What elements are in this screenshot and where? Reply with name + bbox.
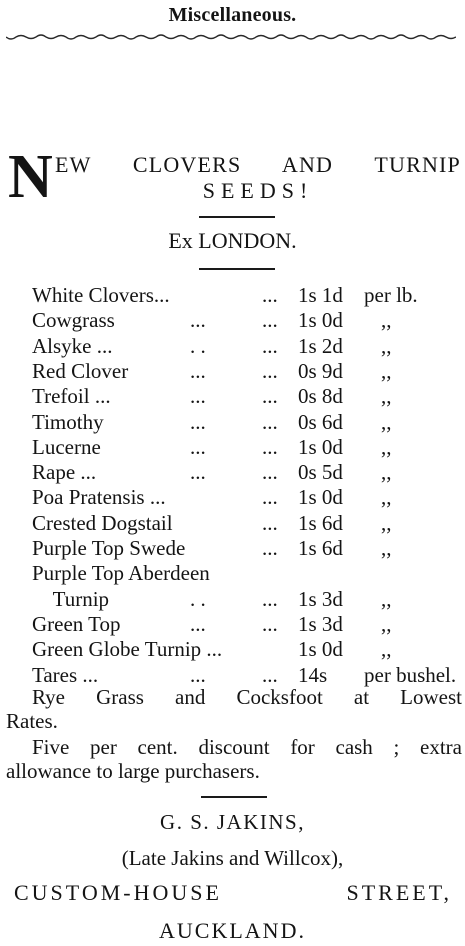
seed-price: 0s 9d [298, 358, 343, 383]
leader-dots: ... [262, 384, 278, 409]
leader-dots: ... [262, 434, 278, 459]
leader-dots: ... [262, 358, 278, 383]
leader-dots: ... [190, 308, 206, 333]
seed-price: 1s 3d [298, 611, 343, 636]
seed-name: Rape ... [32, 460, 97, 485]
seed-name: Green Top [32, 611, 121, 636]
leader-dots: ... [262, 510, 278, 535]
price-row [32, 359, 462, 384]
discount-line: Five per cent. discount for cash ; extra [32, 735, 462, 759]
discount-line-cont: allowance to large purchasers. [6, 759, 260, 783]
seed-price: 0s 6d [298, 409, 343, 434]
rye-grass-line-cont: Rates. [6, 709, 58, 733]
seed-name: Green Globe Turnip ... [32, 637, 223, 662]
ditto-mark: ,, [381, 510, 392, 535]
price-row [32, 511, 462, 536]
seed-price: 1s 0d [298, 485, 343, 510]
seed-price: 1s 0d [298, 637, 343, 662]
merchant-name: G. S. JAKINS, [160, 810, 305, 834]
street-address: CUSTOM-HOUSE STREET, [14, 880, 452, 905]
seed-name: Purple Top Swede [32, 536, 186, 560]
leader-dots: ... [262, 662, 278, 687]
seed-name: White Clovers... [32, 283, 170, 307]
price-unit: per lb. [364, 283, 418, 307]
price-row [32, 334, 462, 359]
ditto-mark: ,, [381, 485, 392, 510]
ditto-mark: ,, [381, 409, 392, 434]
seed-name: Cowgrass [32, 308, 115, 333]
leader-dots: ... [190, 460, 206, 485]
leader-dots: ... [190, 662, 206, 687]
title-rule [199, 216, 275, 218]
leader-dots: ... [190, 358, 206, 383]
leader-dots: ... [262, 586, 278, 611]
leader-dots: ... [262, 409, 278, 434]
ditto-mark: ,, [381, 308, 392, 333]
price-row [32, 612, 462, 637]
price-row [32, 663, 462, 688]
leader-dots: ... [262, 536, 278, 560]
seed-name: Lucerne [32, 434, 101, 459]
seed-name: Timothy [32, 409, 104, 434]
seed-name: Trefoil ... [32, 384, 111, 409]
rye-grass-line: Rye Grass and Cocksfoot at Lowest [32, 685, 462, 709]
ditto-mark: ,, [381, 637, 392, 662]
leader-dots: ... [262, 283, 278, 307]
ditto-mark: ,, [381, 384, 392, 409]
seed-name: Purple Top Aberdeen [32, 561, 210, 586]
leader-dots: ... [262, 460, 278, 485]
seed-price: 1s 0d [298, 434, 343, 459]
leader-dots: . . [190, 333, 206, 358]
seed-name: Crested Dogstail [32, 510, 173, 535]
seed-price: 1s 6d [298, 536, 343, 560]
ditto-mark: ,, [381, 358, 392, 383]
ditto-mark: ,, [381, 586, 392, 611]
seed-name: Poa Pratensis ... [32, 485, 166, 510]
leader-dots: ... [262, 611, 278, 636]
merchant-rule [201, 796, 267, 798]
leader-dots: ... [190, 434, 206, 459]
leader-dots: ... [262, 308, 278, 333]
seed-price: 1s 3d [298, 586, 343, 611]
wavy-divider [6, 30, 456, 44]
seed-price: 1s 1d [298, 283, 343, 307]
seed-name: Red Clover [32, 358, 129, 383]
subtitle-rule [199, 268, 275, 270]
seed-name: Tares ... [32, 662, 99, 687]
seed-price: 1s 6d [298, 510, 343, 535]
seed-price: 0s 5d [298, 460, 343, 485]
price-row [32, 637, 462, 662]
price-row [32, 435, 462, 460]
advert-title-line1: EW CLOVERS AND TURNIP [55, 152, 461, 177]
leader-dots: ... [190, 384, 206, 409]
section-header: Miscellaneous. [168, 4, 297, 26]
leader-dots: ... [262, 485, 278, 510]
price-row [32, 561, 462, 586]
leader-dots: . . [190, 586, 206, 611]
leader-dots: ... [190, 409, 206, 434]
leader-dots: ... [262, 333, 278, 358]
seed-price: 1s 2d [298, 333, 343, 358]
city: AUCKLAND. [159, 918, 306, 943]
seed-price: 14s [298, 662, 328, 687]
price-unit: per bushel. [364, 662, 457, 687]
seed-price: 0s 8d [298, 384, 343, 409]
price-row [32, 485, 462, 510]
price-row [32, 587, 462, 612]
price-row [32, 384, 462, 409]
seed-name: Turnip [32, 586, 110, 611]
advert-subtitle: Ex LONDON. [168, 228, 297, 253]
seed-price: 1s 0d [298, 308, 343, 333]
price-row [32, 460, 462, 485]
former-firm: (Late Jakins and Willcox), [121, 846, 344, 870]
price-row [32, 283, 462, 308]
price-row [32, 308, 462, 333]
price-row [32, 536, 462, 561]
seed-name: Alsyke ... [32, 333, 113, 358]
drop-cap: N [8, 143, 53, 211]
ditto-mark: ,, [381, 434, 392, 459]
ditto-mark: ,, [381, 333, 392, 358]
ditto-mark: ,, [381, 536, 392, 560]
advert-title-line2: SEEDS! [202, 178, 314, 203]
price-row [32, 410, 462, 435]
ditto-mark: ,, [381, 460, 392, 485]
leader-dots: ... [190, 611, 206, 636]
ditto-mark: ,, [381, 611, 392, 636]
